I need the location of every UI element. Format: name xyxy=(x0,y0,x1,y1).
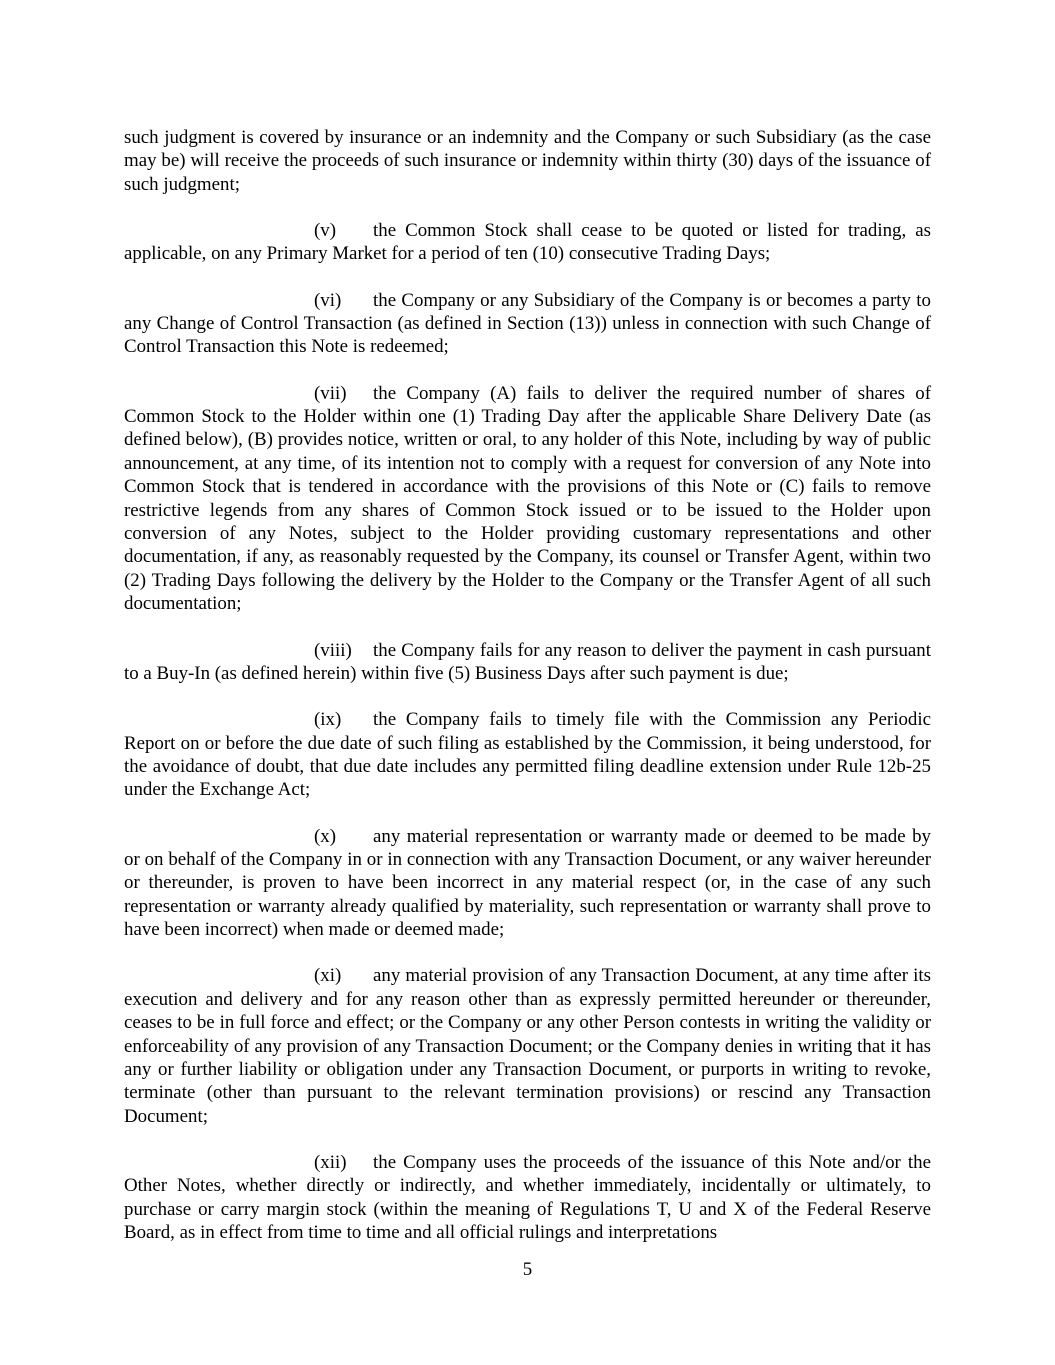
clause-number: (vi) xyxy=(314,289,342,311)
clause-text: the Common Stock shall cease to be quoted or listed for trading, as applicable, on any Primary Market for a period of ten (10) consecutive Trading Days; xyxy=(124,220,931,265)
clause-text: the Company fails to timely file with the Commission any Periodic Report on or before the due date of such filing as established by the Commission, it being understood, for the avoidance of doubt, that due date includes any permitted filing deadline extension under Rule 12b-25 under the Exchange Act; xyxy=(124,709,931,801)
clause-v xyxy=(124,219,931,266)
clause-vii xyxy=(124,382,931,616)
clause-xi xyxy=(124,964,931,1128)
clause-number: (v) xyxy=(314,220,337,242)
clause-text: any material provision of any Transaction Document, at any time after its execution and delivery and for any reason other than as expressly permitted hereunder or thereunder, ceases to be in full force and effect; or the Company or any other Person contests in writing the validity or enforceability of any provision of any Transaction Document; or the Company denies in writing that it has any or further liability or obligation under any Transaction Document, or purports in writing to revoke, terminate (other than pursuant to the relevant termination provisions) or rescind any Transaction Document; xyxy=(124,965,931,1127)
clause-text: the Company or any Subsidiary of the Company is or becomes a party to any Change of Control Transaction (as defined in Section (13)) unless in connection with such Change of Control Transaction this Note is redeemed; xyxy=(124,289,931,358)
clause-viii xyxy=(124,639,931,686)
page-number: 5 xyxy=(522,1259,533,1280)
clause-xii xyxy=(124,1151,931,1245)
opening-paragraph: such judgment is covered by insurance or an indemnity and the Company or such Subsidiary (as the case may be) will receive the proceeds of such insurance or indemnity within thirty (30) days of the issuance of such judgment; xyxy=(124,127,931,195)
document-page xyxy=(124,126,931,1267)
clause-x xyxy=(124,825,931,942)
clause-vi xyxy=(124,289,931,359)
clause-text: the Company fails for any reason to deliver the payment in cash pursuant to a Buy-In (as defined herein) within five (5) Business Days after such payment is due; xyxy=(124,639,931,684)
clause-number: (ix) xyxy=(314,709,342,731)
clause-text: the Company (A) fails to deliver the required number of shares of Common Stock to the Holder within one (1) Trading Day after the applicable Share Delivery Date (as defined below), (B) provides notice, written or oral, to any holder of this Note, including by way of public announcement, at any time, of its intention not to comply with a request for conversion of any Note into Common Stock that is tendered in accordance with the provisions of this Note or (C) fails to remove restrictive legends from any shares of Common Stock issued or to be issued to the Holder upon conversion of any Notes, subject to the Holder providing customary representations and other documentation, if any, as reasonably requested by the Company, its counsel or Transfer Agent, within two (2) Trading Days following the delivery by the Holder to the Company or the Transfer Agent of all such documentation; xyxy=(124,382,931,615)
clause-text: any material representation or warranty made or deemed to be made by or on behalf of the Company in or in connection with any Transaction Document, or any waiver hereunder or thereunder, is proven to have been incorrect in any material respect (or, in the case of any such representation or warranty already qualified by materiality, such representation or warranty shall prove to have been incorrect) when made or deemed made; xyxy=(124,825,931,941)
clause-number: (x) xyxy=(314,825,337,847)
clause-number: (vii) xyxy=(314,382,347,404)
clause-text: the Company uses the proceeds of the issuance of this Note and/or the Other Notes, whether directly or indirectly, and whether immediately, incidentally or ultimately, to purchase or carry margin stock (within the meaning of Regulations T, U and X of the Federal Reserve Board, as in effect from time to time and all official rulings and interpretations xyxy=(124,1152,931,1244)
clause-ix xyxy=(124,708,931,802)
clause-number: (viii) xyxy=(314,639,352,661)
clause-number: (xi) xyxy=(314,965,342,987)
clause-number: (xii) xyxy=(314,1152,347,1173)
